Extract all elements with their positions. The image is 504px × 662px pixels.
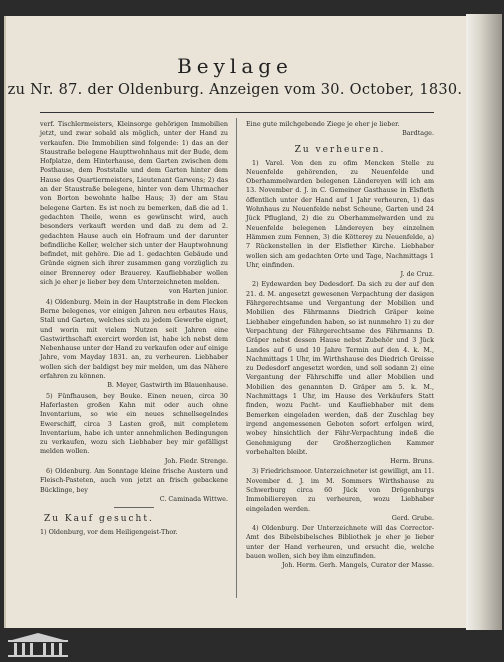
left-paragraph-kauf-1: 1) Oldenburg, vor dem Heiligengeist-Thor.: [40, 528, 178, 537]
heading-zu-verheuren: Zu verheuren.: [294, 144, 386, 155]
left-paragraph-5: 5) Fünfhausen, bey Bouke. Einen neuen, circa 30 Haferlasten großen Kahn mit oder auch ohne Inventarium, so wie ein neues schnellsegelndes Ewerschiff, circa 3 Lasten groß, mit completem Inventarium, habe ich unter annehmlichen Bedingungen zu verkaufen, wozu sich Liebhaber bey mir gefälligst melden wollen.: [40, 391, 228, 456]
signature-mangels: Joh. Herm. Gerh. Mangels, Curator der Masse.: [281, 561, 434, 570]
right-paragraph-2: 2) Eydewarden bey Dedesdorf. Da sich zu der auf den 21. d. M. angesetzt gewesenen Verpachtung der dasigen Fährgerechtsame und Vergantung der Mobilien und Mobilien des Fährmanns Diedrich Gräper keine Liebhaber eingefunden haben, so ist nunmehro 1) zu der Verpachtung der Fährgerechtsame des Fährmanns D. Gräper nebst dessen Hause nebst Zubehör und 3 Jück Landes auf 6 und 10 Jahre Termin auf den 4. k. M., Nachmittags 1 Uhr, im Wirthshause des Diedrich Greisse zu Dedesdorf angesetzt worden, und soll sodann 2) eine Vergantung der Fährschiffe und aller Mobilien und Mobilien des genannten D. Gräper am 5. k. M., Nachmittags 1 Uhr, im Hause des Verkäufers Statt finden, wozu Pacht- und Kaufliebhaber mit dem Bemerken eingeladen werden, daß der Zuschlag bey irgend angemessenen Geboten sofort erfolgen wird, wobey hinsichtlich der Fähr-Verpachtung indeß die Genehmigung der Großherzoglichen Kammer vorbehalten bleibt.: [246, 280, 434, 456]
signature-de-cruz: J. de Cruz.: [400, 270, 434, 279]
newspaper-page: [4, 16, 466, 628]
library-logo-icon: [6, 632, 70, 658]
page-subtitle: zu Nr. 87. der Oldenburg. Anzeigen vom 30. October, 1830.: [7, 82, 463, 98]
right-paragraph-3: 3) Friedrichsmoor. Unterzeichneter ist gewilligt, am 11. November d. J. im M. Sommers Wirthshause zu Schwerburg circa 60 Jück von Drögenburgs Immobiliereyen zu verheuren, wozu Liebhaber eingeladen werden.: [246, 467, 434, 513]
left-column: [40, 120, 228, 537]
book-spine: [466, 14, 502, 630]
signature-von-harten: von Harten junior.: [168, 287, 228, 296]
signature-bruns: Herm. Bruns.: [390, 457, 434, 466]
section-divider: [114, 507, 154, 508]
signature-caminada: C. Caminada Wittwe.: [159, 494, 228, 503]
right-intro: Eine gute milchgebende Ziege je eher je lieber.: [246, 120, 400, 128]
right-paragraph-4: 4) Oldenburg. Der Unterzeichnete will das Corrector-Amt des Bibelsbibelsches Bibliothek je eher je lieber unter der Hand verheuren, und ersucht die, welche bauen wollen, sich bey ihm einzufinden.: [246, 524, 434, 561]
right-paragraph-1: 1) Varel. Von den zu ofim Mencken Stelle zu Neuenfelde gehörenden, zu Neuenfelde und Oberhammelwarden belegenen Ländereyen will ich am 13. November d. J. in C. Gemeiner Gasthause in Elsfleth öffentlich unter der Hand auf 1 Jahr verheuren, 1) das Wohnhaus zu Neuenfelde nebst Scheune, Garten und 24 Jück Pflugland, 2) die zu Oberhammelwarden und zu Neuenfelde belegenen Ländereyen bey einzelnen Hämmen zum Fennen, 3) die Kötterey zu Neuenfelde, a) 7 Rückenstellen in der Elsflether Kirche. Liebhaber wollen sich am gedachten Orte und Tage, Nachmittags 1 Uhr, einfinden.: [246, 158, 434, 269]
right-column: [246, 120, 434, 572]
signature-strenge: Joh. Fiedr. Strenge.: [164, 456, 228, 465]
left-paragraph-6: 6) Oldenburg. Am Sonntage kleine frische Austern und Fleisch-Pasteten, auch von jetzt an frisch gebackene Bücklinge, bey: [40, 466, 228, 494]
left-paragraph-4: 4) Oldenburg. Mein in der Hauptstraße in dem Flecken Berne belegenes, vor einigen Jahren neu erbautes Haus, Stall und Garten, welches sich zu jedem Gewerbe eignet, und worin mit vielem Nutzen seit Jahren eine Gastwirthschaft exercirt worden ist, habe ich nebst dem Nebenhause unter der Hand zu verkaufen oder auf einige Jahre, vom Mayday 1831. an, zu verheuren. Liebhaber wollen sich der baldigst bey mir melden, um das Nähere erfahren zu können.: [40, 297, 228, 381]
header-rule: [40, 112, 434, 113]
page-title: Beylage: [177, 54, 293, 78]
signature-grube: Gerd. Grube.: [391, 513, 434, 522]
signature-meyer: B. Meyer, Gastwirth im Blauenhause.: [107, 381, 228, 390]
left-paragraph-1: verf. Tischlermeisters, Kleinsorge gehörigen Immobilien jetzt, und zwar sobald als möglich, unter der Hand zu verkaufen. Die Immobilien sind folgende: 1) das an der Staustraße belegene Haupttwohnhaus mit der Bude, dem Hofplatze, dem Hinterhause, dem Garten zwischen dem Posthause, dem Poststalle und dem Garten hinter dem Hause des Quartiermeisters, Lieutenant Garwens; 2) das an der Staustraße belegene, hinter von dem Uhrmacher von Borton bewohnte halbe Haus; 3) der am Stau belegene Garten. Es ist noch zu bemerken, daß die ad 1. gedachten Theile, wenn es gewünscht wird, auch besonders verkauft werden und daß zu dem ad 2. gedachten Hause auch ein Hofraum und der darunter befindliche Keller, welcher sich unter der Hauptwohnung befindet, mit gehöre. Die ad 1. gedachten Gebäude und Gründe eignen sich ihrer zusammen gang vorzüglich zu einer Brennerey oder Brauerey. Kaufliebhaber wollen sich je eher je lieber bey dem Unterzeichneten melden.: [40, 120, 228, 287]
signature-bardtage: Bardtage.: [402, 129, 434, 138]
column-divider: [236, 118, 237, 598]
heading-kauf-gesucht: Zu Kauf gesucht.: [44, 514, 154, 525]
